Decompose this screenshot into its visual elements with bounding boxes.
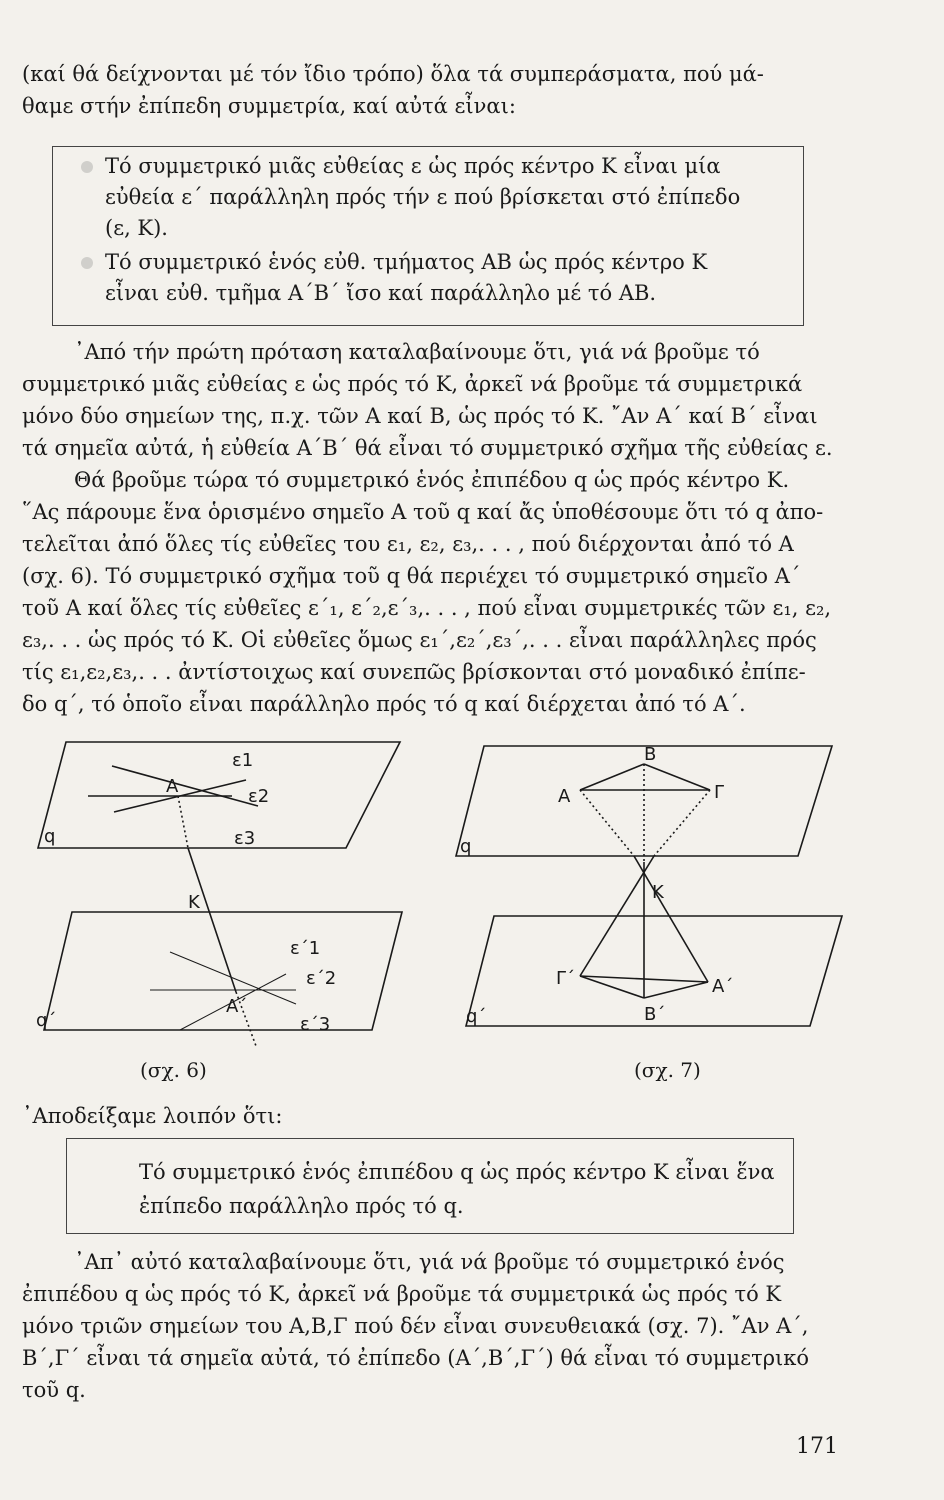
- label-e3: ε3: [234, 828, 256, 849]
- text-line: συμμετρικό μιᾶς εὐθείας ε ὡς πρός τό Κ, ἀρκεῖ νά βροῦμε τά συμμετρικά: [22, 372, 803, 396]
- plane-qp: [44, 912, 402, 1030]
- intro-paragraph: [22, 58, 842, 122]
- label-Ap: Α΄: [226, 996, 248, 1017]
- text-line: Τό συμμετρικό ἑνός εὐθ. τμήματος ΑΒ ὡς πρός κέντρο Κ: [105, 250, 708, 274]
- paragraph-three-points: [22, 1246, 842, 1406]
- text-line: ᾿Απ᾿ αὐτό καταλαβαίνουμε ὅτι, γιά νά βροῦμε τό συμμετρικό ἑνός: [74, 1250, 785, 1274]
- text-line: ᾿Αποδείξαμε λοιπόν ὅτι:: [22, 1104, 283, 1128]
- text-line: τελεῖται ἀπό ὅλες τίς εὐθεῖες του ε₁, ε₂, ε₃,. . . , πού διέρχονται ἀπό τό Α: [22, 532, 794, 556]
- text-line: Β΄,Γ΄ εἶναι τά σημεῖα αὐτά, τό ἐπίπεδο (Α΄,Β΄,Γ΄) θά εἶναι τό συμμετρικό: [22, 1346, 810, 1370]
- label-e3p: ε΄3: [300, 1014, 331, 1035]
- label-K: Κ: [188, 892, 200, 913]
- text-line: τίς ε₁,ε₂,ε₃,. . . ἀντίστοιχως καί συνεπῶς βρίσκονται στό μοναδικό ἐπίπε-: [22, 660, 806, 684]
- label-Bp: Β΄: [644, 1004, 666, 1025]
- segment-A-B: [580, 764, 644, 790]
- text-line: θαμε στήν ἐπίπεδη συμμετρία, καί αὐτά εἶναι:: [22, 94, 516, 118]
- theorem-box-1: [52, 146, 804, 326]
- paragraph-plane-symmetry: [22, 464, 842, 720]
- label-Ap: Α΄: [712, 976, 734, 997]
- text-line: τά σημεῖα αὐτά, ἡ εὐθεία Α΄Β΄ θά εἶναι τό συμμετρικό σχῆμα τῆς εὐθείας ε.: [22, 436, 833, 460]
- text-line: εἶναι εὐθ. τμῆμα Α΄Β΄ ἴσο καί παράλληλο μέ τό ΑΒ.: [105, 281, 657, 305]
- figures: [0, 730, 944, 1110]
- label-qp: q΄: [466, 1006, 487, 1027]
- text-line: τοῦ Α καί ὅλες τίς εὐθεῖες ε΄₁, ε΄₂,ε΄₃,. . . , πού εἶναι συμμετρικές τῶν ε₁, ε₂,: [22, 596, 832, 620]
- label-e2p: ε΄2: [306, 968, 337, 989]
- page-number: 171: [796, 1434, 838, 1459]
- label-e1p: ε΄1: [290, 938, 321, 959]
- text-line: (σχ. 6). Τό συμμετρικό σχῆμα τοῦ q θά περιέχει τό συμμετρικό σημεῖο Α΄: [22, 564, 801, 588]
- text-line: μόνο τριῶν σημείων του Α,Β,Γ πού δέν εἶναι συνευθειακά (σχ. 7). ῎Αν Α΄,: [22, 1314, 809, 1338]
- text-line: Θά βροῦμε τώρα τό συμμετρικό ἑνός ἐπιπέδου q ὡς πρός κέντρο Κ.: [74, 468, 790, 492]
- label-A: Α: [558, 786, 571, 807]
- segment-Bp-Ap: [644, 982, 708, 998]
- text-line: μόνο δύο σημείων της, π.χ. τῶν Α καί Β, ὡς πρός τό Κ. ῎Αν Α΄ καί Β΄ εἶναι: [22, 404, 818, 428]
- conclusion-lead: [22, 1100, 842, 1132]
- segment-A-Ap: [188, 848, 236, 992]
- text-line: ε₃,. . . ὡς πρός τό Κ. Οἱ εὐθεῖες ὅμως ε₁΄,ε₂΄,ε₃΄,. . . εἶναι παράλληλες πρός: [22, 628, 817, 652]
- bullet-icon: [81, 161, 93, 173]
- text-line: ᾿Από τήν πρώτη πρόταση καταλαβαίνουμε ὅτι, γιά νά βροῦμε τό: [74, 340, 760, 364]
- label-qp: q΄: [36, 1010, 57, 1031]
- caption-fig-7: (σχ. 7): [634, 1058, 701, 1082]
- figure-7: [456, 746, 842, 1026]
- label-Gp: Γ΄: [556, 968, 576, 989]
- text-line: ἐπίπεδο παράλληλο πρός τό q.: [139, 1194, 464, 1218]
- label-q: q: [460, 836, 472, 857]
- theorem-item-plane-symmetry: [139, 1155, 779, 1223]
- text-line: Τό συμμετρικό μιᾶς εὐθείας ε ὡς πρός κέντρο Κ εἶναι μία: [105, 154, 721, 178]
- hidden-segment: [654, 790, 710, 856]
- hidden-segment: [580, 790, 634, 856]
- text-line: εὐθεία ε΄ παράλληλη πρός τήν ε πού βρίσκεται στό ἐπίπεδο: [105, 185, 741, 209]
- text-line: δο q΄, τό ὁποῖο εἶναι παράλληλο πρός τό q καί διέρχεται ἀπό τό Α΄.: [22, 692, 746, 716]
- label-B: Β: [644, 744, 657, 765]
- label-e2: ε2: [248, 786, 270, 807]
- text-line: (καί θά δείχνονται μέ τόν ἴδιο τρόπο) ὅλα τά συμπεράσματα, πού μά-: [22, 62, 764, 86]
- text-line: Τό συμμετρικό ἑνός ἐπιπέδου q ὡς πρός κέντρο Κ εἶναι ἕνα: [139, 1160, 775, 1184]
- figure-6: [38, 742, 402, 1046]
- text-line: ἐπιπέδου q ὡς πρός τό Κ, ἀρκεῖ νά βροῦμε τά συμμετρικά ὡς πρός τό Κ: [22, 1282, 782, 1306]
- hidden-segment: [178, 796, 188, 848]
- line-e1: [112, 766, 258, 806]
- bullet-icon: [81, 257, 93, 269]
- label-e1: ε1: [232, 750, 254, 771]
- theorem-item-line-symmetry: [105, 151, 785, 244]
- label-G: Γ: [714, 782, 725, 803]
- segment-B-G: [644, 764, 710, 790]
- label-A: Α: [166, 776, 179, 797]
- caption-fig-6: (σχ. 6): [140, 1058, 207, 1082]
- theorem-box-2: [66, 1138, 794, 1234]
- theorem-item-segment-symmetry: [105, 247, 785, 309]
- label-K: Κ: [652, 882, 664, 903]
- text-line: ῞Ας πάρουμε ἕνα ὁρισμένο σημεῖο Α τοῦ q καί ἄς ὑποθέσουμε ὅτι τό q ἀπο-: [22, 500, 824, 524]
- paragraph-line-symmetry: [22, 336, 842, 464]
- label-q: q: [44, 826, 56, 847]
- text-line: (ε, Κ).: [105, 216, 168, 240]
- segment-A-Ap: [634, 856, 708, 982]
- text-line: τοῦ q.: [22, 1378, 86, 1402]
